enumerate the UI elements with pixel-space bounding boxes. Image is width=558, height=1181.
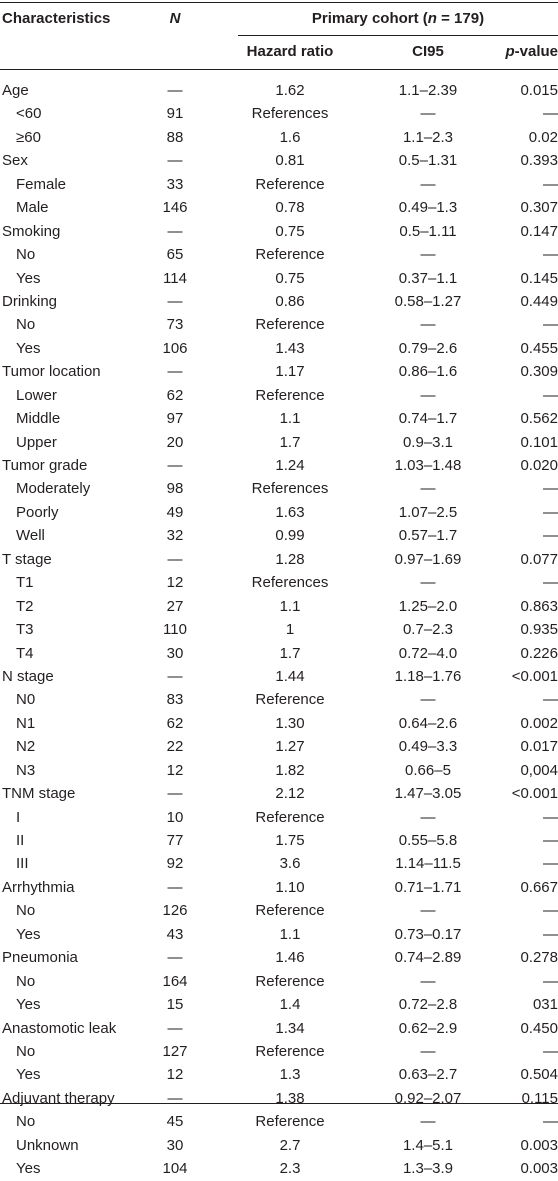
cell-p-value: 0.02 [528,128,558,146]
cell-ci95: — [420,902,436,920]
cell-p-value: 0.226 [520,644,558,662]
cell-n: 65 [166,246,184,264]
table-subrow [0,384,558,407]
cell-p-value: — [543,527,558,545]
cell-n: 12 [166,574,184,592]
cell-hazard-ratio: 1.30 [275,714,305,732]
cell-hazard-ratio: 1.63 [275,503,305,521]
cell-hazard-ratio: 1.1 [279,597,301,615]
cell-characteristic: Tumor location [2,363,101,381]
cell-n: — [167,667,183,685]
cell-n: 12 [166,761,184,779]
table-subrow [0,1157,558,1180]
cell-hazard-ratio: 1 [285,621,295,639]
cell-characteristic: Yes [16,269,41,287]
table-row [0,454,558,477]
cell-ci95: 0.57–1.7 [398,527,458,545]
cell-hazard-ratio: 0.78 [275,199,305,217]
cell-hazard-ratio: 1.28 [275,550,305,568]
cell-p-value: 0.017 [520,738,558,756]
cell-characteristic: Age [2,82,29,99]
header-p-suffix: -value [514,43,558,60]
cell-n: 92 [166,855,184,873]
cell-hazard-ratio: 0.99 [275,527,305,545]
cell-ci95: 1.1–2.39 [398,82,458,99]
cell-characteristic: Anastomotic leak [2,1019,117,1037]
cell-characteristic: Unknown [16,1136,79,1154]
cell-characteristic: N0 [16,691,36,709]
cell-n: 15 [166,996,184,1014]
table-subrow [0,477,558,500]
cell-p-value: — [543,808,558,826]
cell-hazard-ratio: 2.12 [275,785,305,803]
cell-p-value: — [543,972,558,990]
cell-characteristic: Middle [16,410,61,428]
cell-p-value: — [543,1113,558,1131]
cell-hazard-ratio: 1.17 [275,363,305,381]
cell-characteristic: Well [16,527,45,545]
cell-characteristic: Tumor grade [2,457,88,474]
cell-hazard-ratio: Reference [255,246,325,264]
cell-ci95: 0.74–2.89 [394,949,462,967]
cell-characteristic: T1 [16,574,34,592]
cell-characteristic: I [16,808,21,826]
cell-hazard-ratio: 1.1 [279,410,301,428]
table-subrow [0,1134,558,1157]
cell-p-value: 0.003 [520,1160,558,1178]
table-subrow [0,407,558,430]
table-subrow [0,173,558,196]
cell-n: — [167,550,183,568]
cell-p-value: <0.001 [511,785,558,803]
cell-characteristic: No [16,972,36,990]
cell-characteristic: N1 [16,714,36,732]
table-row [0,946,558,969]
cell-hazard-ratio: 1.1 [279,925,301,943]
cell-characteristic: Male [16,199,49,217]
cell-characteristic: ≥60 [16,128,41,146]
cell-ci95: 0.92–2.07 [394,1089,462,1107]
cell-ci95: 0.66–5 [405,761,451,779]
cell-hazard-ratio: 1.24 [275,457,305,474]
cell-p-value: 0.003 [520,1136,558,1154]
cell-n: 83 [166,691,184,709]
table-subrow [0,313,558,336]
cell-p-value: — [543,574,558,592]
header-n-var: N [169,10,181,27]
table-row [0,149,558,172]
cell-p-value: 0.450 [520,1019,558,1037]
cell-hazard-ratio: 1.34 [275,1019,305,1037]
cell-p-value: 0.101 [520,433,558,451]
table-row [0,876,558,899]
cell-characteristic: No [16,902,36,920]
cell-ci95: — [420,1113,436,1131]
cell-ci95: 0.71–1.71 [394,878,462,896]
cell-hazard-ratio: 1.27 [275,738,305,756]
header-group-suffix: = 179) [436,10,485,27]
cell-n: 43 [166,925,184,943]
cell-ci95: — [420,480,436,498]
cell-ci95: — [420,691,436,709]
cell-hazard-ratio: 0.75 [275,222,305,240]
cell-n: 91 [166,105,184,123]
cell-p-value: — [543,386,558,404]
cell-n: — [167,1089,183,1107]
cell-hazard-ratio: 0.75 [275,269,305,287]
cell-ci95: 0.58–1.27 [394,292,462,310]
cell-n: — [167,1019,183,1037]
cell-ci95: 0.7–2.3 [402,621,454,639]
table-subrow [0,829,558,852]
cell-hazard-ratio: 0.86 [275,292,305,310]
cell-p-value: — [543,105,558,123]
cell-ci95: — [420,316,436,334]
table-subrow [0,735,558,758]
cell-n: 97 [166,410,184,428]
cell-hazard-ratio: 1.82 [275,761,305,779]
table-subrow [0,970,558,993]
cell-n: 73 [166,316,184,334]
cell-characteristic: N3 [16,761,36,779]
cell-characteristic: Female [16,175,67,193]
cell-p-value: 0.667 [520,878,558,896]
cell-ci95: 0.72–4.0 [398,644,458,662]
cell-characteristic: Poorly [16,503,59,521]
cell-n: 77 [166,832,184,849]
cell-ci95: 0.5–1.31 [398,152,458,170]
header-group-rule [238,35,558,36]
cell-p-value: 0.147 [520,222,558,240]
table-subrow [0,196,558,219]
cell-n: 30 [166,644,184,662]
cell-p-value: 0.115 [521,1089,558,1107]
cell-p-value: 0.015 [520,82,558,99]
cell-ci95: 1.1–2.3 [402,128,454,146]
cell-p-value: 0.309 [520,363,558,381]
cell-n: 126 [162,902,188,920]
cell-p-value: — [543,925,558,943]
table-bottom-rule [0,1103,558,1104]
cell-ci95: 0.79–2.6 [398,339,458,357]
cell-hazard-ratio: 1.6 [279,128,301,146]
cell-characteristic: T3 [16,621,34,639]
cell-p-value: — [543,902,558,920]
cell-n: 49 [166,503,184,521]
cell-characteristic: Pneumonia [2,949,78,967]
cell-n: — [167,292,183,310]
cell-ci95: — [420,386,436,404]
cell-n: 45 [166,1113,184,1131]
header-p-value [490,43,558,60]
table-subrow [0,337,558,360]
table-row [0,290,558,313]
header-group-n-var: n [427,10,437,27]
cell-n: 114 [163,269,187,287]
table-subrow [0,618,558,641]
cell-ci95: — [420,175,436,193]
cell-characteristic: No [16,1042,36,1060]
cell-characteristic: Drinking [2,292,58,310]
table-subrow [0,1040,558,1063]
cell-characteristic: T4 [16,644,34,662]
cell-hazard-ratio: References [251,574,329,592]
cell-n: 33 [166,175,184,193]
cell-ci95: 0.37–1.1 [398,269,458,287]
cell-hazard-ratio: Reference [255,972,325,990]
cell-ci95: 0.55–5.8 [398,832,458,849]
table-row [0,548,558,571]
cell-ci95: 1.14–11.5 [395,855,461,873]
cell-n: 127 [162,1042,188,1060]
cell-ci95: 0.97–1.69 [394,550,462,568]
cell-characteristic: Yes [16,925,41,943]
cell-ci95: 0.63–2.7 [398,1066,458,1084]
table-subrow [0,993,558,1016]
cell-hazard-ratio: 1.46 [275,949,305,967]
cell-ci95: — [420,574,436,592]
cell-hazard-ratio: 1.75 [275,832,305,849]
table-row [0,1087,558,1110]
cell-n: — [167,222,183,240]
cell-characteristic: II [16,832,25,849]
cell-n: 98 [166,480,184,498]
cell-p-value: 0.002 [520,714,558,732]
cell-ci95: 0.73–0.17 [394,925,462,943]
table-subrow [0,431,558,454]
cell-ci95: 0.86–1.6 [398,363,458,381]
cell-p-value: — [543,316,558,334]
cell-characteristic: No [16,316,36,334]
table-subrow [0,501,558,524]
cell-hazard-ratio: Reference [255,1113,325,1131]
cell-hazard-ratio: 1.4 [279,996,301,1014]
cell-p-value: 0.935 [520,621,558,639]
cell-n: 106 [162,339,188,357]
table-row [0,220,558,243]
table-top-rule [0,2,558,3]
cell-ci95: 1.4–5.1 [402,1136,454,1154]
cell-ci95: 1.07–2.5 [398,503,458,521]
cell-n: — [167,949,183,967]
cell-ci95: — [420,105,436,123]
table-row [0,79,558,102]
cell-hazard-ratio: 1.44 [275,667,305,685]
cell-n: 88 [166,128,184,146]
cell-characteristic: No [16,1113,36,1131]
cell-ci95: — [420,972,436,990]
cell-n: 20 [166,433,184,451]
cell-hazard-ratio: 1.43 [275,339,305,357]
cell-characteristic: Smoking [2,222,61,240]
cell-hazard-ratio: Reference [255,175,325,193]
cell-n: 22 [166,738,184,756]
cell-p-value: 0.077 [520,550,558,568]
cell-characteristic: TNM stage [2,785,76,803]
cell-hazard-ratio: References [251,105,329,123]
table-subrow [0,688,558,711]
cell-hazard-ratio: Reference [255,1042,325,1060]
header-characteristics: Characteristics [2,10,111,27]
cell-p-value: 0.393 [520,152,558,170]
cell-characteristic: Moderately [16,480,91,498]
cell-ci95: 1.47–3.05 [394,785,462,803]
cell-p-value: 0,004 [520,761,558,779]
cell-hazard-ratio: 0.81 [275,152,305,170]
cell-p-value: — [543,246,558,264]
table-subrow [0,852,558,875]
cell-p-value: — [543,691,558,709]
cell-ci95: 1.25–2.0 [398,597,458,615]
cell-characteristic: Adjuvant therapy [2,1089,115,1107]
cell-characteristic: Arrhythmia [2,878,75,896]
cell-ci95: 0.64–2.6 [398,714,458,732]
table-subrow [0,267,558,290]
cell-characteristic: Yes [16,1066,41,1084]
cell-ci95: 0.9–3.1 [402,433,454,451]
header-group-prefix: Primary cohort ( [311,10,428,27]
cell-n: — [167,152,183,170]
cell-p-value: — [543,855,558,873]
cell-ci95: 0.49–3.3 [398,738,458,756]
table-row [0,1017,558,1040]
cell-p-value: — [543,503,558,521]
cell-ci95: 0.72–2.8 [398,996,458,1014]
cell-n: — [167,878,183,896]
cell-characteristic: N2 [16,738,36,756]
cell-n: 62 [166,386,184,404]
table-row [0,360,558,383]
cell-n: 146 [162,199,188,217]
cell-hazard-ratio: 1.10 [275,878,305,896]
cell-hazard-ratio: 1.38 [275,1089,305,1107]
table-subrow [0,806,558,829]
header-hazard-ratio: Hazard ratio [246,43,334,60]
cell-characteristic: Yes [16,339,41,357]
table-body [0,79,558,1181]
header-primary-cohort [238,10,558,27]
cell-p-value: 0.449 [520,292,558,310]
cell-n: — [167,785,183,803]
cell-hazard-ratio: Reference [255,386,325,404]
cell-ci95: — [420,1042,436,1060]
table-subrow [0,712,558,735]
table-subrow [0,759,558,782]
header-bottom-rule [0,69,558,70]
cell-p-value: 0.145 [520,269,558,287]
cell-p-value: 031 [532,996,558,1014]
cell-hazard-ratio: 1.3 [279,1066,301,1084]
table-subrow [0,1063,558,1086]
cell-hazard-ratio: 1.7 [279,433,301,451]
cell-n: — [167,457,183,474]
table-row [0,782,558,805]
cell-ci95: — [420,246,436,264]
cell-p-value: 0.020 [520,457,558,474]
table-subrow [0,524,558,547]
cell-hazard-ratio: References [251,480,329,498]
cell-p-value: 0.562 [520,410,558,428]
cell-p-value: 0.455 [520,339,558,357]
cell-n: 110 [163,621,187,639]
cell-characteristic: Yes [16,1160,41,1178]
table-subrow [0,899,558,922]
cell-hazard-ratio: 2.3 [279,1160,301,1178]
cell-hazard-ratio: 3.6 [279,855,301,873]
cell-characteristic: T2 [16,597,34,615]
cell-n: 104 [162,1160,188,1178]
cell-characteristic: N stage [2,667,54,685]
cell-hazard-ratio: Reference [255,902,325,920]
header-ci95: CI95 [412,43,444,60]
cell-n: 10 [166,808,184,826]
cell-characteristic: Lower [16,386,57,404]
cell-characteristic: Sex [2,152,28,170]
cell-ci95: 0.74–1.7 [398,410,458,428]
table-subrow [0,126,558,149]
cell-hazard-ratio: Reference [255,316,325,334]
cell-p-value: — [543,480,558,498]
cell-n: 12 [166,1066,184,1084]
table-subrow [0,571,558,594]
cell-n: 32 [166,527,184,545]
cell-p-value: 0.278 [520,949,558,967]
cell-p-value: 0.504 [520,1066,558,1084]
cell-ci95: 1.18–1.76 [394,667,462,685]
cell-characteristic: <60 [16,105,42,123]
table-subrow [0,642,558,665]
table-subrow [0,595,558,618]
cell-ci95: — [420,808,436,826]
cell-ci95: 1.3–3.9 [402,1160,454,1178]
cell-p-value: — [543,832,558,849]
cell-characteristic: No [16,246,36,264]
cell-characteristic: T stage [2,550,52,568]
cell-n: 27 [166,597,184,615]
cell-ci95: 0.5–1.11 [399,222,457,240]
cell-n: — [167,363,183,381]
cell-n: 164 [162,972,188,990]
table-subrow [0,1110,558,1133]
cell-characteristic: Yes [16,996,41,1014]
cell-ci95: 1.03–1.48 [394,457,462,474]
cell-p-value: — [543,1042,558,1060]
cell-ci95: 0.49–1.3 [398,199,458,217]
cell-ci95: 0.62–2.9 [398,1019,458,1037]
cell-hazard-ratio: 2.7 [279,1136,301,1154]
cell-p-value: — [543,175,558,193]
table-subrow [0,923,558,946]
cell-hazard-ratio: 1.62 [275,82,305,99]
cell-n: 62 [166,714,184,732]
cell-p-value: <0.001 [511,667,558,685]
header-n [150,10,200,27]
cell-p-value: 0.307 [520,199,558,217]
cell-characteristic: Upper [16,433,57,451]
cell-characteristic: III [16,855,29,873]
header-p-var: p [505,43,515,60]
table-subrow [0,102,558,125]
table-subrow [0,243,558,266]
cell-hazard-ratio: Reference [255,808,325,826]
cell-n: — [167,82,183,99]
cell-hazard-ratio: Reference [255,691,325,709]
cell-p-value: 0.863 [520,597,558,615]
table-row [0,665,558,688]
cell-n: 30 [166,1136,184,1154]
cell-hazard-ratio: 1.7 [279,644,301,662]
